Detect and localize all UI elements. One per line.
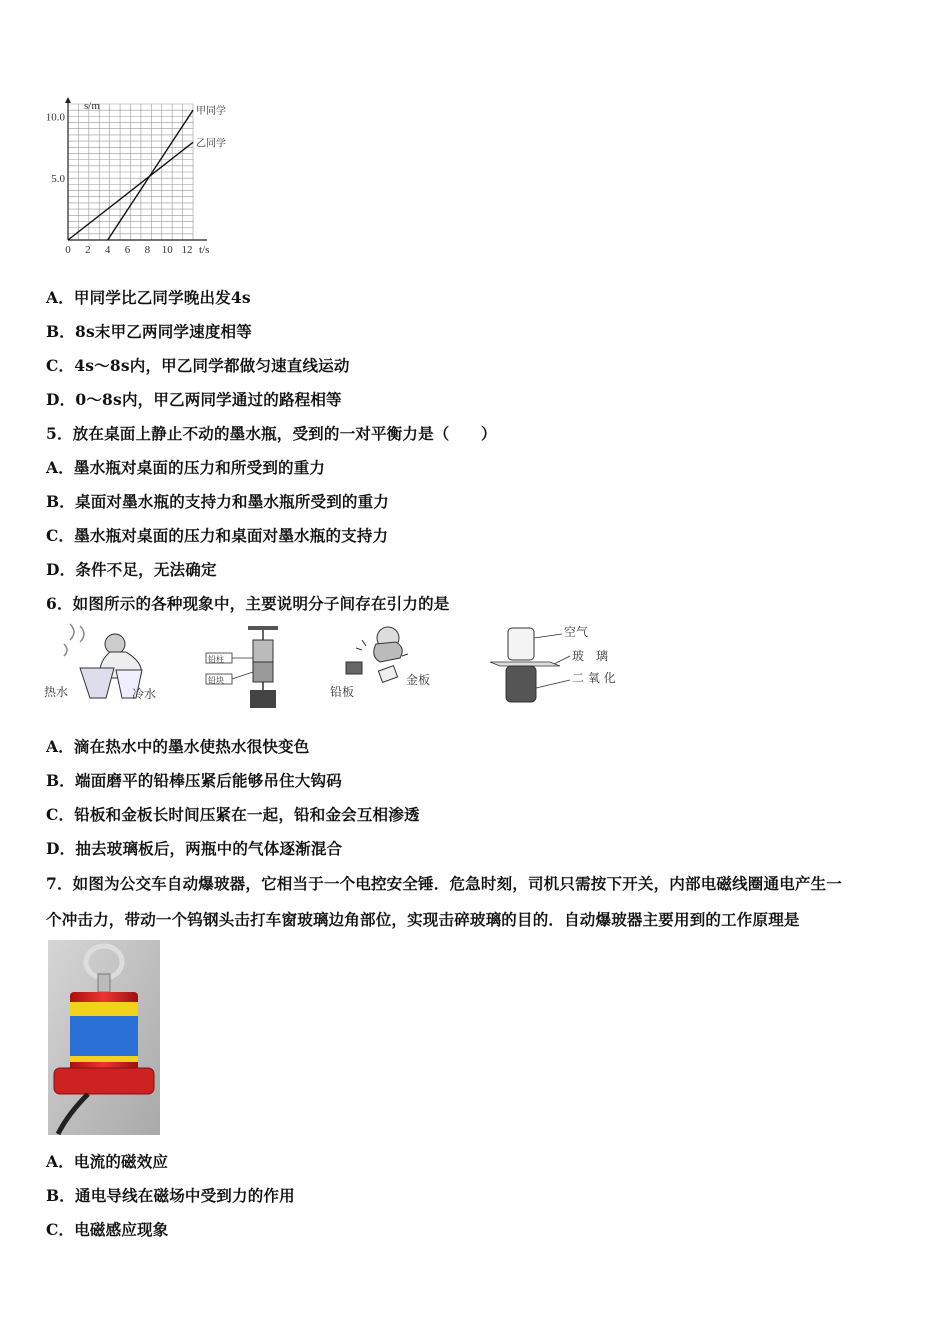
q6-option-d[interactable]: D．抽去玻璃板后，两瓶中的气体逐渐混合	[46, 839, 343, 858]
fig-gas-bottles	[490, 624, 616, 702]
label-gold-plate: 金板	[406, 673, 431, 687]
q7-stem-line1: 7．如图为公交车自动爆玻器，它相当于一个电控安全锤．危急时刻，司机只需按下开关，内部电磁线圈通电产生一	[46, 874, 842, 893]
label-glass: 玻 璃	[572, 649, 609, 663]
label-lead-rod-1: 铅柱	[208, 655, 224, 664]
x-axis-label: t/s	[199, 244, 210, 256]
x-tick-label: 0	[65, 244, 71, 256]
q4-option-a[interactable]: A．甲同学比乙同学晚出发4s	[46, 288, 251, 307]
fig-lead-gold-plates	[330, 627, 430, 699]
q5-option-a[interactable]: A．墨水瓶对桌面的压力和所受到的重力	[46, 458, 326, 477]
fig-ink-diffusion	[44, 624, 156, 701]
x-tick-label: 4	[104, 244, 111, 256]
q5-option-b[interactable]: B．桌面对墨水瓶的支持力和墨水瓶所受到的重力	[46, 492, 390, 511]
x-tick-label: 6	[124, 244, 131, 256]
label-lead-plate: 铅板	[330, 685, 355, 699]
label-lead-rod-2: 铅块	[208, 676, 224, 685]
x-tick-label: 10	[161, 244, 173, 256]
distance-time-chart	[40, 95, 235, 260]
q5-option-d[interactable]: D．条件不足，无法确定	[46, 560, 217, 579]
q7-option-b[interactable]: B．通电导线在磁场中受到力的作用	[46, 1186, 295, 1205]
series-label-2: 乙同学	[196, 138, 226, 150]
x-tick-label: 8	[144, 244, 151, 256]
label-hot: 热水	[44, 685, 69, 699]
y-axis-label: s/m	[84, 100, 100, 112]
q7-stem-line2: 个冲击力，带动一个钨钢头击打车窗玻璃边角部位，实现击碎玻璃的目的．自动爆玻器主要用到的工作原理是	[46, 910, 800, 929]
window-breaker-photo	[48, 940, 160, 1135]
q6-figures	[40, 620, 640, 715]
q4-option-b[interactable]: B．8s末甲乙两同学速度相等	[46, 322, 252, 341]
label-cold: 冷水	[132, 687, 157, 701]
q6-option-c[interactable]: C．铅板和金板长时间压紧在一起，铅和金会互相渗透	[46, 805, 420, 824]
q7-option-c[interactable]: C．电磁感应现象	[46, 1220, 169, 1239]
q5-stem: 5．放在桌面上静止不动的墨水瓶，受到的一对平衡力是（ ）	[46, 424, 497, 443]
y-tick-label: 5.0	[51, 173, 65, 186]
q4-option-d[interactable]: D．0～8s内，甲乙两同学通过的路程相等	[46, 390, 342, 409]
x-tick-label: 2	[85, 244, 91, 256]
label-gas: 二 氧 化	[572, 671, 616, 685]
label-air: 空气	[564, 625, 589, 639]
q4-option-c[interactable]: C．4s～8s内，甲乙同学都做匀速直线运动	[46, 356, 350, 375]
q6-stem: 6．如图所示的各种现象中，主要说明分子间存在引力的是	[46, 594, 450, 613]
q7-option-a[interactable]: A．电流的磁效应	[46, 1152, 169, 1171]
x-tick-label: 12	[181, 244, 193, 256]
q6-option-a[interactable]: A．滴在热水中的墨水使热水很快变色	[46, 737, 310, 756]
series-label-1: 甲同学	[196, 106, 226, 118]
q6-option-b[interactable]: B．端面磨平的铅棒压紧后能够吊住大钩码	[46, 771, 342, 790]
fig-lead-rods	[206, 626, 278, 708]
q5-option-c[interactable]: C．墨水瓶对桌面的压力和桌面对墨水瓶的支持力	[46, 526, 389, 545]
y-axis-arrow	[65, 97, 71, 103]
y-tick-label: 10.0	[45, 111, 65, 124]
